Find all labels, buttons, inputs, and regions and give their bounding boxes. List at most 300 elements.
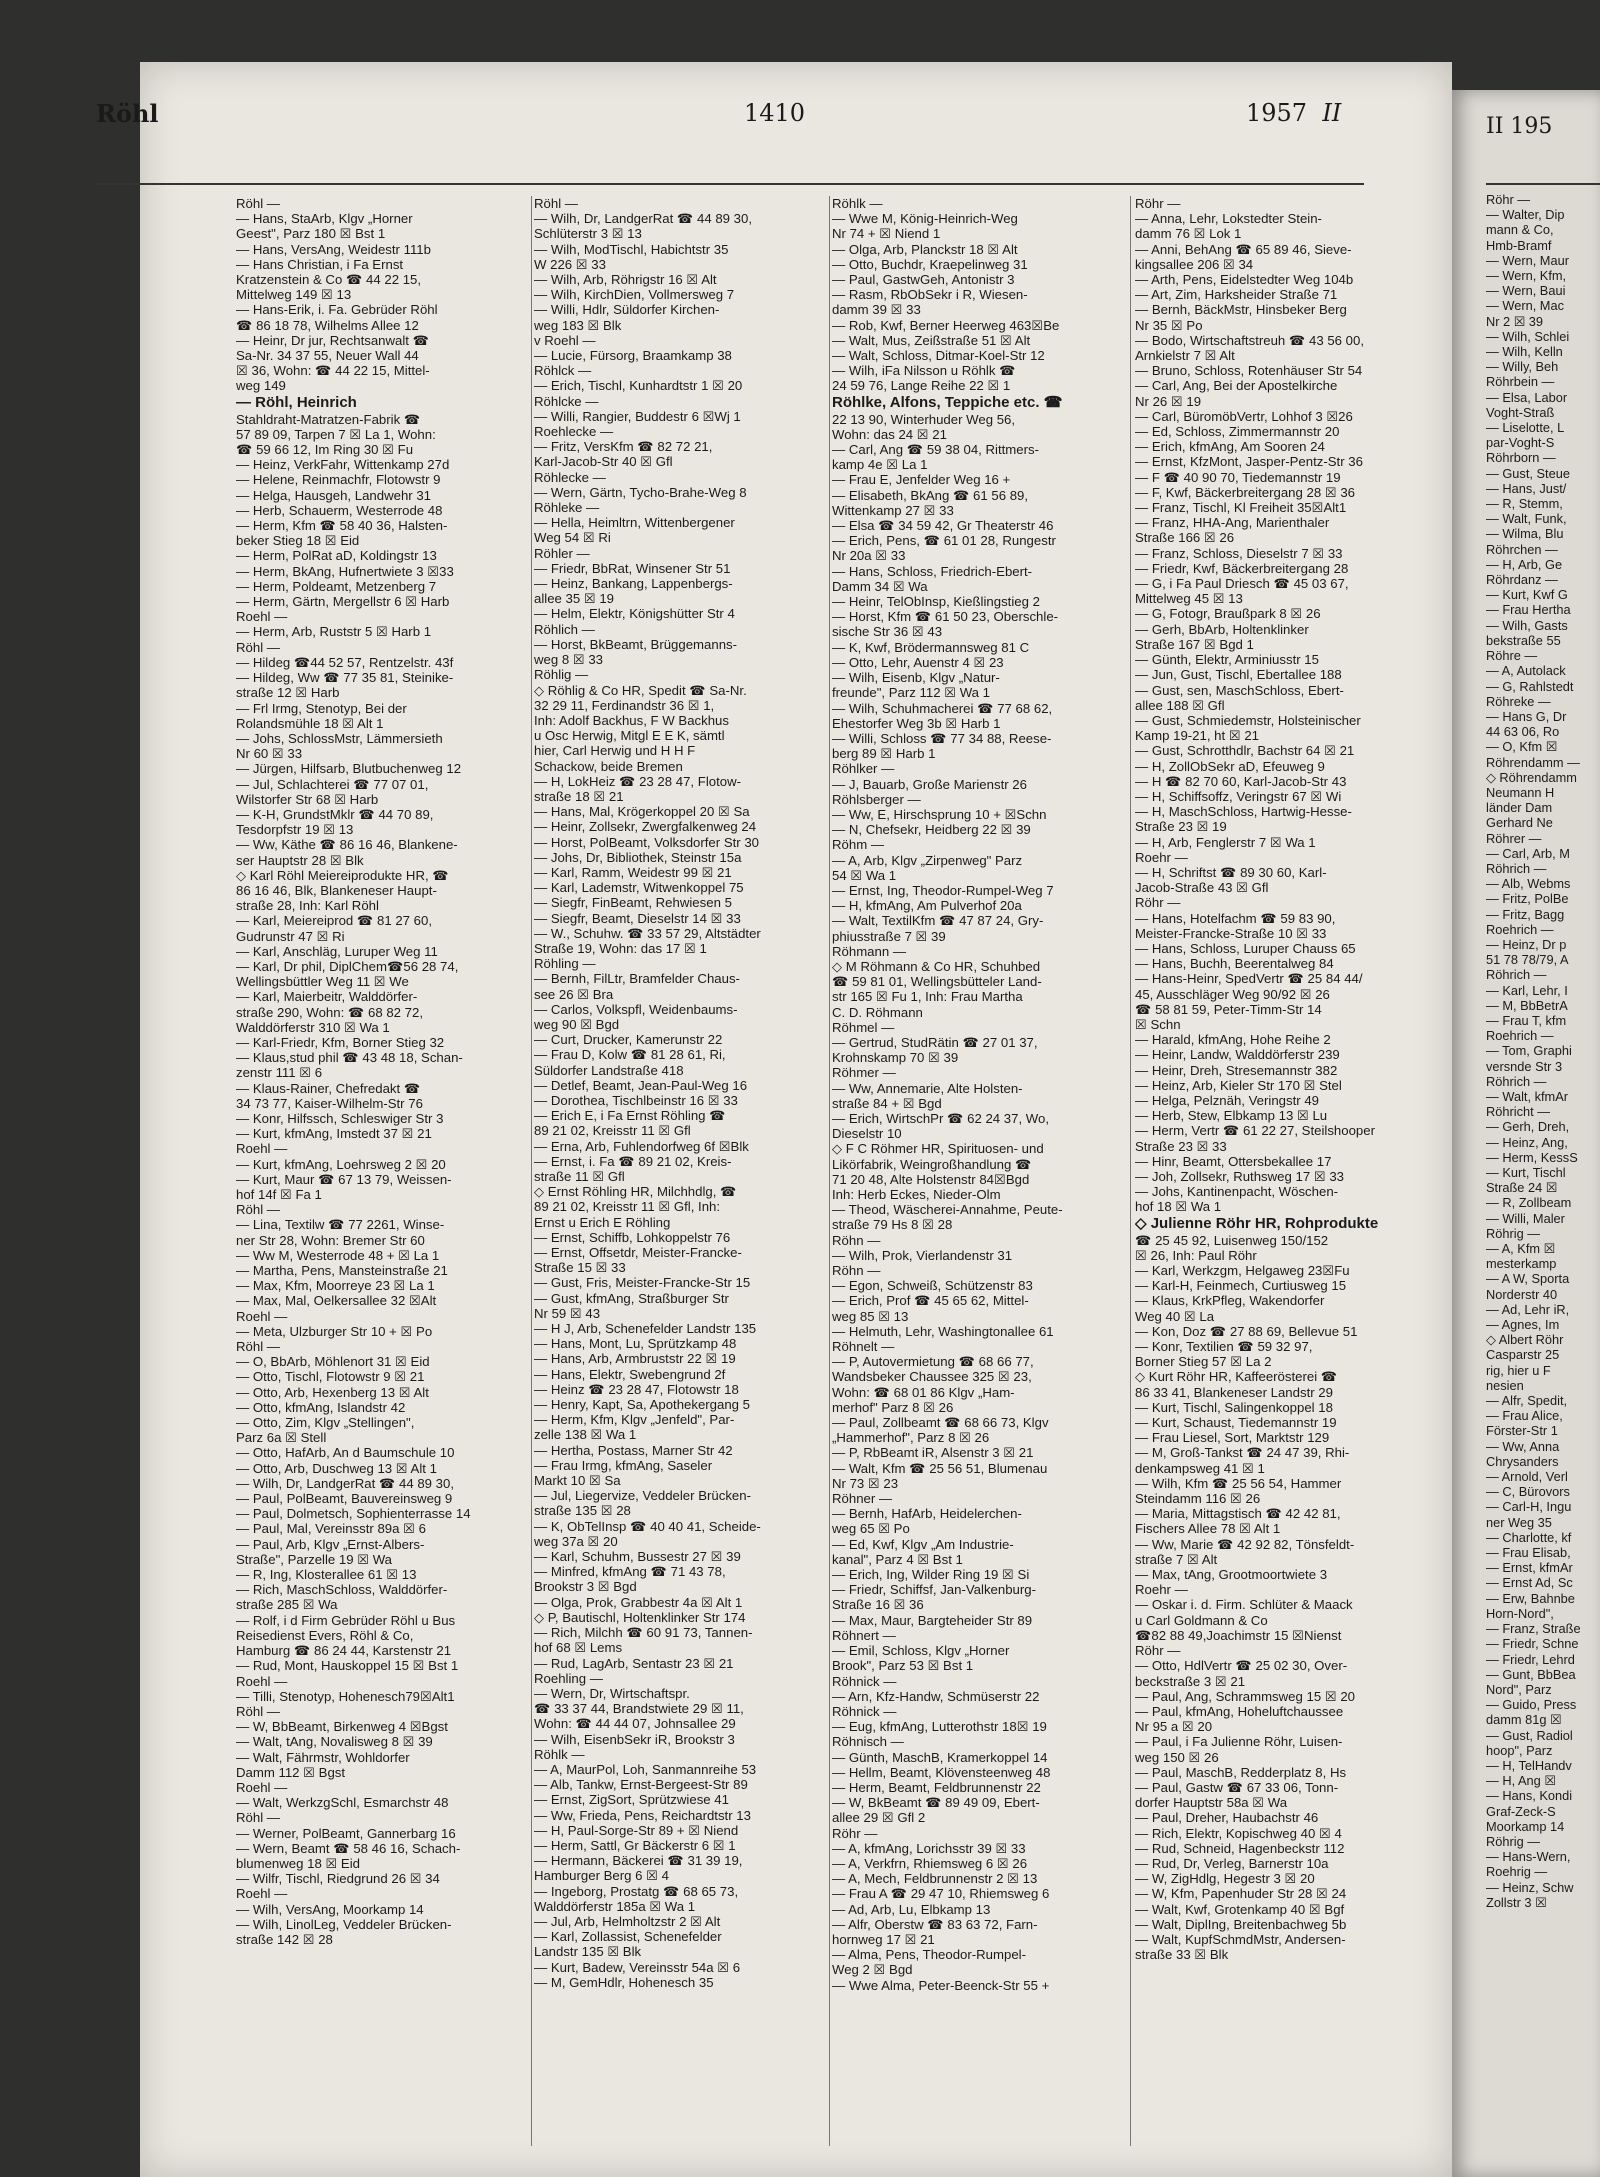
directory-entry-line: — F, Kwf, Bäckerbreitergang 28 ☒ 36 (1135, 484, 1355, 500)
directory-entry-line: — Curt, Drucker, Kamerunstr 22 (534, 1032, 723, 1048)
directory-entry-line: Röhlker — (832, 761, 895, 777)
facing-page-line: — Wilh, Schlei (1486, 328, 1570, 344)
directory-entry-line: — Ww, Frieda, Pens, Reichardtstr 13 (534, 1807, 751, 1823)
directory-entry-line: — Herm, Gärtn, Mergellstr 6 ☒ Harb (236, 594, 450, 610)
directory-entry-line: — Herm, Kfm, Klgv „Jenfeld", Par- (534, 1412, 735, 1428)
directory-entry-line: — Rud, Mont, Hauskoppel 15 ☒ Bst 1 (236, 1658, 459, 1674)
directory-entry-line: — Wwe Alma, Peter-Beenck-Str 55 + (832, 1977, 1050, 1993)
directory-entry-line: — Herb, Stew, Elbkamp 13 ☒ Lu (1135, 1108, 1328, 1124)
facing-page-line: hoop", Parz (1486, 1742, 1553, 1758)
directory-entry-line: — Konr, Textilien ☎ 59 32 97, (1135, 1339, 1313, 1355)
directory-entry-line: — Olga, Arb, Planckstr 18 ☒ Alt (832, 241, 1018, 257)
directory-entry-line: weg 183 ☒ Blk (534, 317, 622, 333)
facing-page-line: Förster-Str 1 (1486, 1423, 1558, 1439)
facing-page-line: Röhrchen — (1486, 541, 1558, 557)
directory-entry-line: Straße 23 ☒ 33 (1135, 1138, 1227, 1154)
directory-entry-line: — Kurt, Tischl, Salingenkoppel 18 (1135, 1399, 1333, 1415)
directory-entry-line: — Hans, Elektr, Swebengrund 2f (534, 1366, 726, 1382)
directory-entry-line: — W, ZigHdlg, Hegestr 3 ☒ 20 (1135, 1871, 1315, 1887)
directory-entry-line: Karl-Jacob-Str 40 ☒ Gfl (534, 454, 673, 470)
directory-entry-line: straße 135 ☒ 28 (534, 1503, 631, 1519)
facing-page-line: Röhrbein — (1486, 374, 1555, 390)
directory-entry-line: — Wern, Gärtn, Tycho-Brahe-Weg 8 (534, 484, 747, 500)
directory-entry-line: — M, Groß-Tankst ☎ 24 47 39, Rhi- (1135, 1445, 1350, 1461)
directory-entry-line: — Hellm, Beamt, Klövensteenweg 48 (832, 1764, 1051, 1780)
directory-entry-line: — G, i Fa Paul Driesch ☎ 45 03 67, (1135, 576, 1349, 592)
directory-entry-line: Roehl — (236, 1673, 288, 1689)
facing-page-line: — Frau Elisab, (1486, 1545, 1571, 1561)
directory-entry-line: u Carl Goldmann & Co (1135, 1612, 1268, 1628)
directory-entry-line: — Max, Mal, Oelkersallee 32 ☒Alt (236, 1293, 437, 1309)
directory-entry-line: — Wilh, Dr, LandgerRat ☎ 44 89 30, (534, 211, 753, 227)
directory-entry-line: Röhl — (236, 1703, 280, 1719)
directory-entry-line: 89 21 02, Kreisstr 11 ☒ Gfl (534, 1123, 691, 1139)
directory-entry-line: — Ingeborg, Prostatg ☎ 68 65 73, (534, 1883, 739, 1899)
directory-entry-line: — Harald, kfmAng, Hohe Reihe 2 (1135, 1032, 1331, 1048)
directory-entry-line: ◇ Julienne Röhr HR, Rohprodukte (1135, 1214, 1379, 1232)
directory-entry-line: — Werner, PolBeamt, Gannerbarg 16 (236, 1825, 456, 1841)
directory-entry-line: 57 89 09, Tarpen 7 ☒ La 1, Wohn: (236, 426, 436, 442)
facing-page-line: — Heinz, Schw (1486, 1879, 1574, 1895)
directory-entry-line: — K, Kwf, Brödermannsweg 81 C (832, 639, 1030, 655)
facing-page-line: — O, Kfm ☒ (1486, 739, 1558, 755)
facing-page-line: — Erw, Bahnbe (1486, 1590, 1575, 1606)
directory-entry-line: — Rud, LagArb, Sentastr 23 ☒ 21 (534, 1655, 734, 1671)
directory-entry-line: — Frl Irmg, Stenotyp, Bei der (236, 700, 407, 716)
directory-entry-line: ◇ Karl Röhl Meiereiprodukte HR, ☎ (236, 867, 449, 883)
directory-entry-line: — H J, Arb, Schenefelder Landstr 135 (534, 1321, 757, 1337)
directory-entry-line: — Rich, Elektr, Kopischweg 40 ☒ 4 (1135, 1825, 1342, 1841)
facing-page-line: Nord", Parz (1486, 1681, 1552, 1697)
directory-entry-line: — Gust, Schrotthdlr, Bachstr 64 ☒ 21 (1135, 743, 1355, 759)
directory-entry-line: — Frau A ☎ 29 47 10, Rhiemsweg 6 (832, 1886, 1050, 1902)
facing-page-line: par-Voght-S (1486, 435, 1555, 451)
facing-page-line: — Friedr, Lehrd (1486, 1651, 1575, 1667)
directory-entry-line: hof 14f ☒ Fa 1 (236, 1187, 322, 1202)
facing-page-line: — M, BbBetrA (1486, 997, 1568, 1013)
directory-entry-line: — A, Mech, Feldbrunnenstr 2 ☒ 13 (832, 1871, 1038, 1887)
facing-page-line: Nr 2 ☒ 39 (1486, 313, 1543, 329)
facing-page-line: — Wern, Maur (1486, 252, 1569, 268)
directory-entry-line: — Rud, Dr, Verleg, Barnerstr 10a (1135, 1855, 1329, 1871)
directory-entry-line: — Kurt, Schaust, Tiedemannstr 19 (1135, 1415, 1337, 1431)
directory-entry-line: hof 18 ☒ Wa 1 (1135, 1199, 1222, 1215)
directory-entry-line: Landstr 135 ☒ Blk (534, 1944, 642, 1960)
directory-entry-line: ☎82 88 49,Joachimstr 15 ☒Nienst (1135, 1627, 1342, 1643)
column-divider (829, 196, 830, 2146)
directory-entry-line: — Eug, kfmAng, Lutterothstr 18☒ 19 (832, 1719, 1047, 1735)
directory-entry-line: — Jul, Liegervize, Veddeler Brücken- (534, 1488, 751, 1504)
directory-entry-line: Straße 166 ☒ 26 (1135, 530, 1235, 546)
directory-entry-line: — Paul, Dreher, Haubachstr 46 (1135, 1810, 1319, 1826)
directory-entry-line: — Gust, Fris, Meister-Francke-Str 15 (534, 1275, 751, 1291)
facing-page (1452, 90, 1600, 2177)
facing-page-line: Hmb-Bramf (1486, 237, 1552, 253)
directory-entry-line: Arnkielstr 7 ☒ Alt (1135, 348, 1235, 364)
directory-entry-line: — Karl, Dr phil, DiplChem☎56 28 74, (236, 958, 459, 974)
directory-entry-line: — Otto, kfmAng, Islandstr 42 (236, 1399, 406, 1415)
directory-entry-line: — Ad, Arb, Lu, Elbkamp 13 (832, 1901, 991, 1917)
directory-entry-line: ☒ 26, Inh: Paul Röhr (1135, 1247, 1257, 1263)
directory-entry-line: — Lina, Textilw ☎ 77 2261, Winse- (236, 1217, 445, 1233)
facing-page-line: — Carl-H, Ingu (1486, 1499, 1572, 1515)
directory-entry-line: Roehl — (236, 609, 288, 625)
directory-entry-line: — Hildeg ☎44 52 57, Rentzelstr. 43f (236, 654, 454, 670)
directory-entry-line: Weg 40 ☒ La (1135, 1308, 1215, 1324)
directory-entry-line: — J, Bauarb, Große Marienstr 26 (832, 776, 1027, 792)
directory-entry-line: ner Str 28, Wohn: Bremer Str 60 (236, 1232, 425, 1248)
facing-page-line: — Agnes, Im (1486, 1317, 1560, 1333)
facing-page-line: — Hans, Just/ (1486, 480, 1567, 496)
directory-entry-line: Steindamm 116 ☒ 26 (1135, 1491, 1261, 1507)
directory-entry-line: — Carl, Ang ☎ 59 38 04, Rittmers- (832, 442, 1039, 458)
facing-page-line: — Wern, Baui (1486, 283, 1566, 299)
directory-entry-line: — Otto, Tischl, Flotowstr 9 ☒ 21 (236, 1369, 425, 1385)
directory-entry-line: hof 68 ☒ Lems (534, 1640, 623, 1656)
directory-entry-line: — Walt, Fährmstr, Wohldorfer (236, 1749, 410, 1765)
directory-column-1 (236, 196, 526, 2146)
directory-entry-line: Hamburg ☎ 86 24 44, Karstenstr 21 (236, 1643, 452, 1659)
directory-entry-line: — H ☎ 82 70 60, Karl-Jacob-Str 43 (1135, 773, 1347, 789)
directory-entry-line: — Paul, Dolmetsch, Sophienterrasse 14 (236, 1506, 471, 1522)
directory-entry-line: — Carlos, Volkspfl, Weidenbaums- (534, 1001, 738, 1017)
facing-page-line: — Frau Alice, (1486, 1408, 1563, 1424)
facing-page-line: — Hans G, Dr (1486, 708, 1567, 724)
directory-entry-line: — Bernh, BäckMstr, Hinsbeker Berg (1135, 302, 1347, 318)
directory-entry-line: — Ww, Käthe ☎ 86 16 46, Blankene- (236, 837, 458, 853)
directory-entry-line: Fischers Allee 78 ☒ Alt 1 (1135, 1521, 1281, 1537)
directory-entry-line: Brookstr 3 ☒ Bgd (534, 1579, 637, 1595)
directory-entry-line: — Jun, Gust, Tischl, Ebertallee 188 (1135, 667, 1342, 683)
directory-entry-line: Röhr — (1135, 895, 1181, 911)
directory-entry-line: — Anni, BehAng ☎ 65 89 46, Sieve- (1135, 241, 1352, 257)
facing-page-line: — H, Arb, Ge (1486, 556, 1563, 572)
directory-entry-line: Röhmann — (832, 943, 907, 959)
directory-entry-line: — Klaus-Rainer, Chefredakt ☎ (236, 1080, 421, 1096)
directory-entry-line: Weg 2 ☒ Bgd (832, 1962, 913, 1978)
directory-entry-line: — Gust, Schmiedemstr, Holsteinischer (1135, 712, 1361, 728)
directory-entry-line: — Hertha, Postass, Marner Str 42 (534, 1442, 733, 1458)
directory-entry-line: — Herm, Arb, Ruststr 5 ☒ Harb 1 (236, 624, 432, 640)
directory-entry-line: Wohn: das 24 ☒ 21 (832, 426, 947, 442)
directory-entry-line: — Wilfr, Tischl, Riedgrund 26 ☒ 34 (236, 1871, 440, 1887)
directory-entry-line: Jacob-Straße 43 ☒ Gfl (1135, 880, 1269, 896)
directory-entry-line: — Herm, PolRat aD, Koldingstr 13 (236, 548, 437, 564)
directory-entry-line: straße 7 ☒ Alt (1135, 1551, 1218, 1567)
directory-entry-line: 54 ☒ Wa 1 (832, 867, 897, 883)
facing-page-line: Röhr — (1486, 192, 1531, 207)
directory-entry-line: — Erna, Arb, Fuhlendorfweg 6f ☒Blk (534, 1138, 749, 1154)
directory-entry-line: — Heinr, Zollsekr, Zwergfalkenweg 24 (534, 819, 757, 835)
directory-entry-line: ☎ 25 45 92, Luisenweg 150/152 (1135, 1232, 1329, 1248)
directory-entry-line: — Willi, Rangier, Buddestr 6 ☒Wj 1 (534, 408, 741, 424)
facing-page-line: — H, TelHandv (1486, 1757, 1572, 1773)
directory-entry-line: 89 21 02, Kreisstr 11 ☒ Gfl, Inh: (534, 1199, 721, 1215)
directory-entry-line: — Otto, Buchdr, Kraepelinweg 31 (832, 256, 1028, 272)
directory-entry-line: — Horst, BkBeamt, Brüggemanns- (534, 636, 738, 652)
directory-entry-line: 34 73 77, Kaiser-Wilhelm-Str 76 (236, 1095, 423, 1111)
directory-entry-line: Kamp 19-21, ht ☒ 21 (1135, 728, 1259, 744)
facing-page-line: — R, Stemm, (1486, 496, 1563, 512)
directory-entry-line: ☎ 59 66 12, Im Ring 30 ☒ Fu (236, 442, 414, 458)
directory-entry-line: — Karl, Meiereiprod ☎ 81 27 60, (236, 913, 433, 929)
facing-page-line: — Carl, Arb, M (1486, 845, 1570, 861)
facing-page-line: — Arnold, Verl (1486, 1469, 1568, 1485)
directory-entry-line: Likörfabrik, Weingroßhandlung ☎ (832, 1156, 1032, 1172)
facing-page-line: — C, Bürovors (1486, 1484, 1570, 1500)
directory-entry-line: — Karl, Maierbeitr, Walddörfer- (236, 989, 418, 1005)
facing-page-line: — A W, Sporta (1486, 1271, 1570, 1287)
directory-entry-line: — Ernst, KfzMont, Jasper-Pentz-Str 36 (1135, 454, 1363, 470)
directory-entry-line: — H, Arb, Fenglerstr 7 ☒ Wa 1 (1135, 834, 1316, 850)
directory-entry-line: — Wilh, Kfm ☎ 25 56 54, Hammer (1135, 1475, 1342, 1491)
directory-entry-line: — H, Schiffsoffz, Veringstr 67 ☒ Wi (1135, 788, 1342, 804)
directory-entry-line: 45, Ausschläger Weg 90/92 ☒ 26 (1135, 986, 1330, 1002)
directory-entry-line: — Max, tAng, Grootmoortwiete 3 (1135, 1567, 1328, 1583)
directory-entry-line: allee 188 ☒ Gfl (1135, 697, 1225, 713)
facing-page-line: Zollstr 3 ☒ (1486, 1894, 1547, 1910)
directory-entry-line: — Hans, Hotelfachm ☎ 59 83 90, (1135, 910, 1336, 926)
directory-entry-line: — K, ObTelInsp ☎ 40 40 41, Scheide- (534, 1518, 761, 1534)
directory-entry-line: weg 65 ☒ Po (832, 1521, 910, 1537)
directory-entry-line: see 26 ☒ Bra (534, 986, 614, 1002)
directory-entry-line: Wandsbeker Chaussee 325 ☒ 23, (832, 1369, 1032, 1385)
directory-entry-line: — A, Arb, Klgv „Zirpenweg" Parz (832, 852, 1023, 868)
directory-entry-line: — Jul, Arb, Helmholtzstr 2 ☒ Alt (534, 1913, 721, 1929)
directory-entry-line: — Wern, Beamt ☎ 58 46 16, Schach- (236, 1840, 461, 1856)
facing-page-line: nesien (1486, 1377, 1524, 1393)
directory-entry-line: — Heinr, TelObInsp, Kießlingstieg 2 (832, 594, 1040, 610)
directory-entry-line: hier, Carl Herwig und H H F (534, 743, 696, 759)
directory-entry-line: — Lucie, Fürsorg, Braamkamp 38 (534, 348, 732, 364)
directory-entry-line: 22 13 90, Winterhuder Weg 56, (832, 411, 1016, 427)
directory-entry-line: 32 29 11, Ferdinandstr 36 ☒ 1, (534, 697, 715, 713)
facing-page-line: ◇ Röhrendamm (1486, 769, 1577, 785)
directory-entry-line: — Bernh, HafArb, Heidelerchen- (832, 1506, 1022, 1522)
directory-entry-line: 24 59 76, Lange Reihe 22 ☒ 1 (832, 378, 1011, 394)
directory-entry-line: Röhner — (832, 1491, 893, 1507)
directory-entry-line: — Bernh, FilLtr, Bramfelder Chaus- (534, 971, 740, 987)
facing-page-line: — Gust, Steue (1486, 465, 1570, 481)
directory-entry-line: ☒ 36, Wohn: ☎ 44 22 15, Mittel- (236, 363, 430, 379)
directory-entry-line: Schlüterstr 3 ☒ 13 (534, 226, 642, 242)
directory-entry-line: — Rud, Schneid, Hagenbeckstr 112 (1135, 1840, 1345, 1856)
facing-page-line: Röhrich — (1486, 860, 1547, 876)
directory-entry-line: — Max, Maur, Bargteheider Str 89 (832, 1612, 1033, 1628)
directory-entry-line: — Walt, Kfm ☎ 25 56 51, Blumenau (832, 1460, 1048, 1476)
facing-page-line: — Fritz, PolBe (1486, 891, 1569, 907)
directory-entry-line: — Paul, MaschB, Redderplatz 8, Hs (1135, 1764, 1347, 1780)
facing-page-line: Röhrborn — (1486, 450, 1556, 466)
directory-entry-line: — Erich, Prof ☎ 45 65 62, Mittel- (832, 1293, 1029, 1309)
directory-entry-line: — Herm, Beamt, Feldbrunnenstr 22 (832, 1779, 1041, 1795)
directory-entry-line: — Walt, Mus, Zeißstraße 51 ☒ Alt (832, 332, 1031, 348)
directory-entry-line: — Dorothea, Tischlbeinstr 16 ☒ 33 (534, 1092, 738, 1108)
directory-entry-line: — Minfred, kfmAng ☎ 71 43 78, (534, 1564, 726, 1580)
directory-entry-line: Röhm — (832, 837, 885, 853)
facing-page-line: — Wilma, Blu (1486, 526, 1564, 542)
directory-entry-line: — Maria, Mittagstisch ☎ 42 42 81, (1135, 1506, 1341, 1522)
directory-entry-line: — P, Autovermietung ☎ 68 66 77, (832, 1354, 1034, 1370)
directory-entry-line: — Wwe M, König-Heinrich-Weg (832, 211, 1018, 227)
facing-page-line: — Karl, Lehr, I (1486, 982, 1568, 998)
directory-entry-line: — R, Ing, Klosterallee 61 ☒ 13 (236, 1567, 417, 1583)
directory-entry-line: Damm 34 ☒ Wa (832, 578, 928, 594)
facing-page-rule (1486, 183, 1600, 185)
facing-page-line: Gerhard Ne (1486, 815, 1553, 831)
directory-entry-line: — Wilh, VersAng, Moorkamp 14 (236, 1901, 424, 1917)
facing-page-line: Casparstr 25 (1486, 1347, 1560, 1363)
directory-entry-line: — Walt, Schloss, Ditmar-Koel-Str 12 (832, 348, 1045, 364)
facing-page-line: versnde Str 3 (1486, 1058, 1563, 1074)
column-divider (1130, 196, 1131, 2146)
directory-entry-line: ☎ 86 18 78, Wilhelms Allee 12 (236, 317, 419, 333)
directory-entry-line: C. D. Röhmann (832, 1004, 923, 1020)
directory-entry-line: Geest", Parz 180 ☒ Bst 1 (236, 226, 386, 242)
directory-entry-line: — Karl, Lademstr, Witwenkoppel 75 (534, 880, 744, 896)
directory-entry-line: — Alb, Tankw, Ernst-Bergeest-Str 89 (534, 1777, 748, 1793)
directory-entry-line: — O, BbArb, Möhlenort 31 ☒ Eid (236, 1354, 430, 1370)
directory-entry-line: — W, BkBeamt ☎ 89 49 09, Ebert- (832, 1795, 1040, 1811)
volume-number: II (1322, 99, 1342, 127)
facing-page-line: Röhrig — (1486, 1833, 1541, 1849)
directory-entry-line: Röhlig — (534, 667, 589, 683)
facing-page-line: — Heinz, Dr p (1486, 936, 1567, 952)
directory-entry-line: — Ww M, Westerrode 48 + ☒ La 1 (236, 1247, 440, 1263)
facing-page-line: Roehrich — (1486, 921, 1554, 937)
directory-entry-line: — Hans Christian, i Fa Ernst (236, 256, 404, 272)
facing-page-line: mesterkamp (1486, 1256, 1557, 1272)
directory-entry-line: — Walt, TextilKfm ☎ 47 87 24, Gry- (832, 913, 1044, 929)
directory-entry-line: — Franz, Schloss, Dieselstr 7 ☒ 33 (1135, 545, 1343, 561)
directory-entry-line: — Rob, Kwf, Berner Heerweg 463☒Be (832, 317, 1060, 333)
directory-entry-line: kingsallee 206 ☒ 34 (1135, 256, 1254, 272)
directory-entry-line: — Wern, Dr, Wirtschaftspr. (534, 1685, 690, 1701)
directory-entry-line: — Günth, MaschB, Kramerkoppel 14 (832, 1749, 1048, 1765)
directory-entry-line: — Karl, Werkzgm, Helgaweg 23☒Fu (1135, 1263, 1350, 1279)
directory-entry-line: weg 150 ☒ 26 (1135, 1749, 1219, 1765)
directory-entry-line: Straße", Parzelle 19 ☒ Wa (236, 1551, 393, 1567)
directory-entry-line: kanal", Parz 4 ☒ Bst 1 (832, 1551, 963, 1567)
directory-entry-line: straße 285 ☒ Wa (236, 1597, 338, 1613)
directory-entry-line: weg 85 ☒ 13 (832, 1308, 909, 1324)
directory-entry-line: ◇ P, Bautischl, Holtenklinker Str 174 (534, 1609, 746, 1625)
directory-entry-line: — Erich, Pens, ☎ 61 01 28, Rungestr (832, 533, 1056, 549)
directory-entry-line: straße 28, Inh: Karl Röhl (236, 898, 379, 914)
directory-entry-line: W 226 ☒ 33 (534, 256, 606, 272)
facing-page-line: — R, Zollbeam (1486, 1195, 1572, 1211)
directory-entry-line: — Franz, Tischl, Kl Freiheit 35☒Alt1 (1135, 500, 1347, 516)
directory-entry-line: Straße 23 ☒ 19 (1135, 819, 1227, 835)
facing-page-line: Röhricht — (1486, 1104, 1551, 1120)
facing-page-line: länder Dam (1486, 800, 1553, 816)
directory-entry-line: — Meta, Ulzburger Str 10 + ☒ Po (236, 1323, 433, 1339)
directory-entry-line: Straße 167 ☒ Bgd 1 (1135, 636, 1254, 652)
directory-entry-line: — Paul, Ang, Schrammsweg 15 ☒ 20 (1135, 1688, 1355, 1704)
directory-entry-line: — Kon, Doz ☎ 27 88 69, Bellevue 51 (1135, 1323, 1358, 1339)
directory-entry-line: denkampsweg 41 ☒ 1 (1135, 1460, 1265, 1476)
directory-entry-line: — Hildeg, Ww ☎ 77 35 81, Steinike- (236, 670, 454, 686)
directory-entry-line: — Ww, E, Hirschsprung 10 + ☒Schn (832, 806, 1047, 822)
directory-entry-line: straße 290, Wohn: ☎ 68 82 72, (236, 1004, 423, 1020)
directory-entry-line: Wohn: ☎ 44 44 07, Johnsallee 29 (534, 1716, 736, 1732)
directory-entry-line: Rolandsmühle 18 ☒ Alt 1 (236, 715, 384, 731)
directory-entry-line: ☎ 33 37 44, Brandstwiete 29 ☒ 11, (534, 1701, 744, 1717)
directory-entry-line: — Alma, Pens, Theodor-Rumpel- (832, 1947, 1026, 1963)
directory-entry-line: Röhn — (832, 1263, 881, 1279)
directory-entry-line: — Herm, Vertr ☎ 61 22 27, Steilshooper (1135, 1123, 1375, 1139)
directory-entry-line: blumenweg 18 ☒ Eid (236, 1855, 360, 1871)
directory-entry-line: beker Stieg 18 ☒ Eid (236, 533, 360, 549)
directory-entry-line: berg 89 ☒ Harb 1 (832, 746, 936, 762)
facing-page-line: Moorkamp 14 (1486, 1818, 1565, 1834)
directory-entry-line: — Walt, WerkzgSchl, Esmarchstr 48 (236, 1795, 449, 1811)
directory-entry-line: Weg 54 ☒ Ri (534, 530, 611, 546)
directory-entry-line: Roehlecke — (534, 424, 614, 440)
directory-entry-line: — Hans, Arb, Armbruststr 22 ☒ 19 (534, 1351, 736, 1367)
directory-entry-line: freunde", Parz 112 ☒ Wa 1 (832, 685, 990, 701)
directory-entry-line: — Helene, Reinmachfr, Flotowstr 9 (236, 472, 441, 488)
facing-page-line: — Frau Hertha (1486, 602, 1571, 618)
directory-entry-line: Roehling — (534, 1670, 603, 1686)
directory-entry-line: Röhlich — (534, 621, 595, 637)
directory-entry-line: Röhr — (1135, 196, 1181, 211)
page-header (96, 85, 1366, 137)
directory-entry-line: — Egon, Schweiß, Schützenstr 83 (832, 1278, 1033, 1294)
directory-entry-line: u Osc Herwig, Mitgl E E K, sämtl (534, 728, 725, 744)
directory-entry-line: Wittenkamp 27 ☒ 33 (832, 502, 954, 518)
directory-entry-line: — Hans, Buchh, Beerentalweg 84 (1135, 956, 1334, 972)
facing-page-line: — Frau T, kfm (1486, 1012, 1567, 1028)
facing-page-line: Röhre — (1486, 648, 1538, 664)
directory-entry-line: Walddörferstr 310 ☒ Wa 1 (236, 1019, 390, 1035)
directory-entry-line: — Hans, Mont, Lu, Sprützkamp 48 (534, 1336, 737, 1352)
directory-entry-line: — H, LokHeiz ☎ 23 28 47, Flotow- (534, 773, 741, 789)
directory-entry-line: — Arn, Kfz-Handw, Schmüserstr 22 (832, 1688, 1040, 1704)
directory-entry-line: — H, kfmAng, Am Pulverhof 20a (832, 898, 1022, 914)
directory-entry-line: — Carl, BüromöbVertr, Lohhof 3 ☒26 (1135, 408, 1353, 424)
directory-entry-line: — Wilh, Schuhmacherei ☎ 77 68 62, (832, 700, 1053, 716)
directory-entry-line: — Helmuth, Lehr, Washingtonallee 61 (832, 1323, 1054, 1339)
facing-page-line: — Ernst Ad, Sc (1486, 1575, 1573, 1591)
facing-page-line: Chrysanders (1486, 1453, 1559, 1469)
directory-entry-line: straße 12 ☒ Harb (236, 685, 340, 701)
facing-page-line: 51 78 78/79, A (1486, 952, 1569, 968)
directory-entry-line: Röhl — (236, 1202, 280, 1218)
directory-entry-line: Borner Stieg 57 ☒ La 2 (1135, 1354, 1272, 1370)
directory-entry-line: Röhr — (832, 1825, 878, 1841)
directory-entry-line: — W., Schuhw. ☎ 33 57 29, Altstädter (534, 925, 761, 941)
directory-entry-line: — Hans, Mal, Krögerkoppel 20 ☒ Sa (534, 804, 750, 820)
directory-entry-line: — Gust, kfmAng, Straßburger Str (534, 1290, 729, 1306)
directory-entry-line: — Detlef, Beamt, Jean-Paul-Weg 16 (534, 1077, 748, 1093)
directory-entry-line: Wohn: ☎ 68 01 86 Klgv „Ham- (832, 1384, 1015, 1400)
directory-entry-line: — Heinr, Landw, Walddörferstr 239 (1135, 1047, 1340, 1063)
facing-page-line: — Hans, Kondi (1486, 1788, 1573, 1804)
directory-entry-line: Reisedienst Evers, Röhl & Co, (236, 1627, 414, 1643)
directory-entry-line: — Frau E, Jenfelder Weg 16 + (832, 472, 1011, 488)
directory-entry-line: — Rich, MaschSchloss, Walddörfer- (236, 1582, 448, 1598)
directory-entry-line: — Henry, Kapt, Sa, Apothekergang 5 (534, 1397, 751, 1413)
directory-entry-line: — Theod, Wäscherei-Annahme, Peute- (832, 1202, 1063, 1218)
directory-entry-line: — Frau Liesel, Sort, Marktstr 129 (1135, 1430, 1330, 1446)
directory-entry-line: Nr 59 ☒ 43 (534, 1305, 601, 1321)
directory-entry-line: — A, Verkfrn, Rhiemsweg 6 ☒ 26 (832, 1855, 1028, 1871)
directory-entry-line: Röhler — (534, 545, 590, 561)
directory-column-4 (1135, 196, 1435, 2146)
directory-column-3 (832, 196, 1124, 2146)
directory-entry-line: Röhnelt — (832, 1339, 895, 1355)
